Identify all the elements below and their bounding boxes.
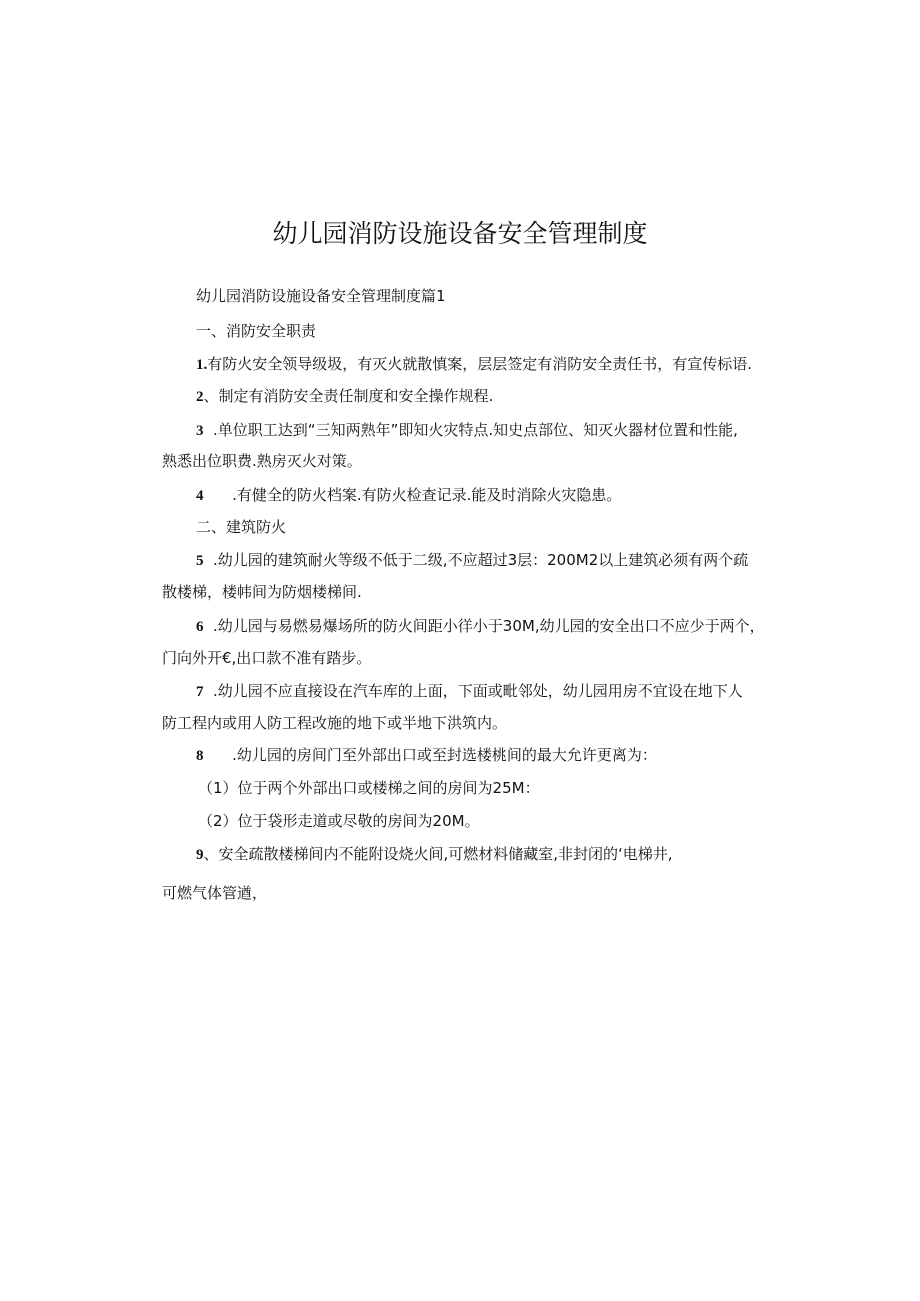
sub-item-2: （2）位于袋形走道或尽敬的房间为20M。 bbox=[198, 812, 480, 830]
item-text: .有健全的防火档案.有防火检查记录.能及时消除火灾隐患。 bbox=[203, 486, 622, 504]
item-text: 有防火安全领导级圾，有灭火就散慎案，层层签定有消防安全责任书，有宣传标语. bbox=[207, 355, 753, 373]
item-text: .单位职工达到“三知两熟年”即知火灾特点.知史点部位、知灭火器材位置和性能, bbox=[203, 421, 738, 439]
item-number: 1. bbox=[196, 357, 208, 373]
item-text: .幼儿园的房间门至外部出口或至封选楼桃间的最大允许更离为： bbox=[203, 746, 657, 764]
list-item-6 bbox=[196, 616, 765, 637]
list-item-4 bbox=[196, 485, 621, 506]
list-item-7 bbox=[196, 681, 743, 702]
list-item-3-continuation: 熟悉出位职费.熟房灭火对策。 bbox=[162, 452, 362, 470]
item-text: 、制定有消防安全责任制度和安全操作规程. bbox=[203, 387, 494, 405]
item-number: 8 bbox=[196, 748, 204, 764]
list-item-2 bbox=[196, 386, 493, 407]
item-number: 3 bbox=[196, 423, 204, 439]
item-text: .幼儿园的建筑耐火等级不低于二级,不应超过3层：200M2以上建筑必须有两个疏 bbox=[203, 551, 749, 569]
document-subtitle: 幼儿园消防设施设备安全管理制度篇1 bbox=[196, 287, 446, 305]
item-number: 4 bbox=[196, 488, 204, 504]
item-text: 、安全疏散楼梯间内不能附设烧火间,可燃材料储藏室,非封闭的‘电梯井, bbox=[203, 845, 673, 863]
item-text: .幼儿园与易燃易爆场所的防火间距小徉小于30M,幼儿园的安全出口不应少于两个， bbox=[203, 617, 765, 635]
item-number: 2 bbox=[196, 389, 204, 405]
section-heading-1: 一、消防安全职责 bbox=[196, 322, 317, 340]
list-item-3 bbox=[196, 420, 738, 441]
list-item-6-continuation: 门向外开€,出口款不准有踏步。 bbox=[162, 649, 372, 667]
list-item-1 bbox=[196, 354, 752, 375]
sub-item-1: （1）位于两个外部出口或楼梯之间的房间为25M： bbox=[198, 779, 540, 797]
list-item-5 bbox=[196, 550, 748, 571]
item-text: .幼儿园不应直接设在汽车库的上面，下面或毗邻处，幼儿园用房不宜设在地下人 bbox=[203, 682, 743, 700]
list-item-9 bbox=[196, 844, 673, 865]
item-number: 7 bbox=[196, 684, 204, 700]
list-item-5-continuation: 散楼梯，楼帏间为防烟楼梯间. bbox=[162, 583, 362, 601]
list-item-9-continuation: 可燃气体管遒， bbox=[162, 884, 268, 902]
list-item-8 bbox=[196, 745, 657, 766]
page-title: 幼儿园消防设施设备安全管理制度 bbox=[272, 219, 648, 248]
item-number: 9 bbox=[196, 847, 204, 863]
list-item-7-continuation: 防工程内或用人防工程改施的地下或半地下洪筑内。 bbox=[162, 714, 508, 732]
item-number: 6 bbox=[196, 619, 204, 635]
section-heading-2: 二、建筑防火 bbox=[196, 518, 287, 536]
item-number: 5 bbox=[196, 553, 204, 569]
